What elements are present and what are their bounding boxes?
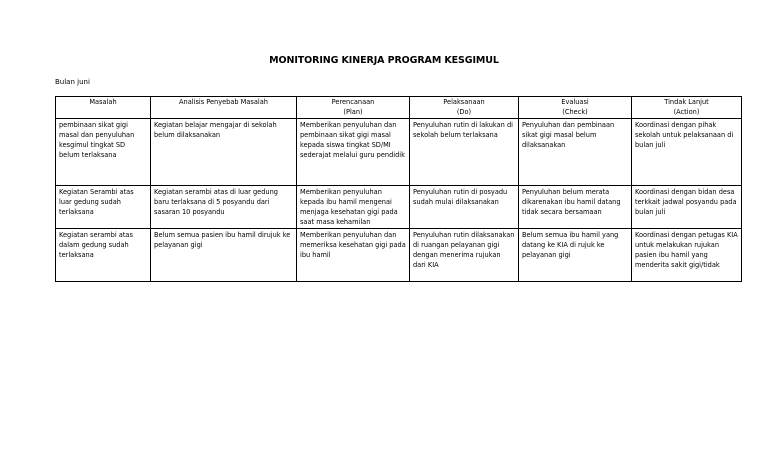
cell-tindak-lanjut: Koordinasi dengan petugas KIA untuk melakukan rujukan pasien ibu hamil yang menderita sakit gigi/tidak	[632, 229, 742, 282]
cell-analisis: Belum semua pasien ibu hamil dirujuk ke pelayanan gigi	[151, 229, 297, 282]
header-label: Pelaksanaan	[443, 98, 485, 106]
table-row	[56, 229, 742, 282]
header-tindak-lanjut	[632, 97, 742, 119]
cell-tindak-lanjut: Koordinasi dengan pihak sekolah untuk pelaksanaan di bulan juli	[632, 119, 742, 186]
cell-tindak-lanjut: Koordinasi dengan bidan desa terkkait jadwal posyandu pada bulan juli	[632, 186, 742, 229]
header-label: Evaluasi	[561, 98, 589, 106]
header-pelaksanaan	[410, 97, 519, 119]
cell-masalah: pembinaan sikat gigi masal dan penyuluhan kesgimul tingkat SD belum terlaksana	[56, 119, 151, 186]
header-sublabel: (Action)	[673, 107, 700, 116]
month-label: Bulan juni	[55, 78, 90, 86]
cell-pelaksanaan: Penyuluhan rutin dilaksanakan di ruangan pelayanan gigi dengan menerima rujukan dari KIA	[410, 229, 519, 282]
cell-perencanaan: Memberikan penyuluhan kepada ibu hamil mengenai menjaga kesehatan gigi pada saat masa kehamilan	[297, 186, 410, 229]
cell-masalah: Kegiatan serambi atas dalam gedung sudah terlaksana	[56, 229, 151, 282]
header-sublabel: (Check)	[562, 107, 588, 116]
cell-evaluasi: Penyuluhan dan pembinaan sikat gigi masal belum dilaksanakan	[519, 119, 632, 186]
monitoring-table	[55, 96, 742, 282]
header-perencanaan	[297, 97, 410, 119]
cell-evaluasi: Penyuluhan belum merata dikarenakan ibu hamil datang tidak secara bersamaan	[519, 186, 632, 229]
header-label: Perencanaan	[331, 98, 375, 106]
table-row	[56, 186, 742, 229]
cell-perencanaan: Memberikan penyuluhan dan pembinaan sikat gigi masal kepada siswa tingkat SD/MI sederajat melalui guru pendidik	[297, 119, 410, 186]
header-sublabel: (Plan)	[343, 107, 363, 116]
header-label: Masalah	[89, 98, 117, 106]
header-sublabel: (Do)	[456, 107, 472, 116]
cell-pelaksanaan: Penyuluhan rutin di posyadu sudah mulai dilaksanakan	[410, 186, 519, 229]
document-title: MONITORING KINERJA PROGRAM KESGIMUL	[269, 55, 499, 66]
cell-analisis: Kegiatan belajar mengajar di sekolah belum dilaksanakan	[151, 119, 297, 186]
cell-masalah: Kegiatan Serambi atas luar gedung sudah terlaksana	[56, 186, 151, 229]
header-masalah	[56, 97, 151, 119]
cell-analisis: Kegiatan serambi atas di luar gedung baru terlaksana di 5 posyandu dari sasaran 10 posyandu	[151, 186, 297, 229]
cell-perencanaan: Memberikan penyuluhan dan memeriksa kesehatan gigi pada ibu hamil	[297, 229, 410, 282]
header-evaluasi	[519, 97, 632, 119]
header-label: Tindak Lanjut	[664, 98, 709, 106]
header-analisis	[151, 97, 297, 119]
cell-evaluasi: Belum semua ibu hamil yang datang ke KIA di rujuk ke pelayanan gigi	[519, 229, 632, 282]
table-row	[56, 119, 742, 186]
header-label: Analisis Penyebab Masalah	[179, 98, 268, 106]
table-header-row	[56, 97, 742, 119]
cell-pelaksanaan: Penyuluhan rutin di lakukan di sekolah belum terlaksana	[410, 119, 519, 186]
